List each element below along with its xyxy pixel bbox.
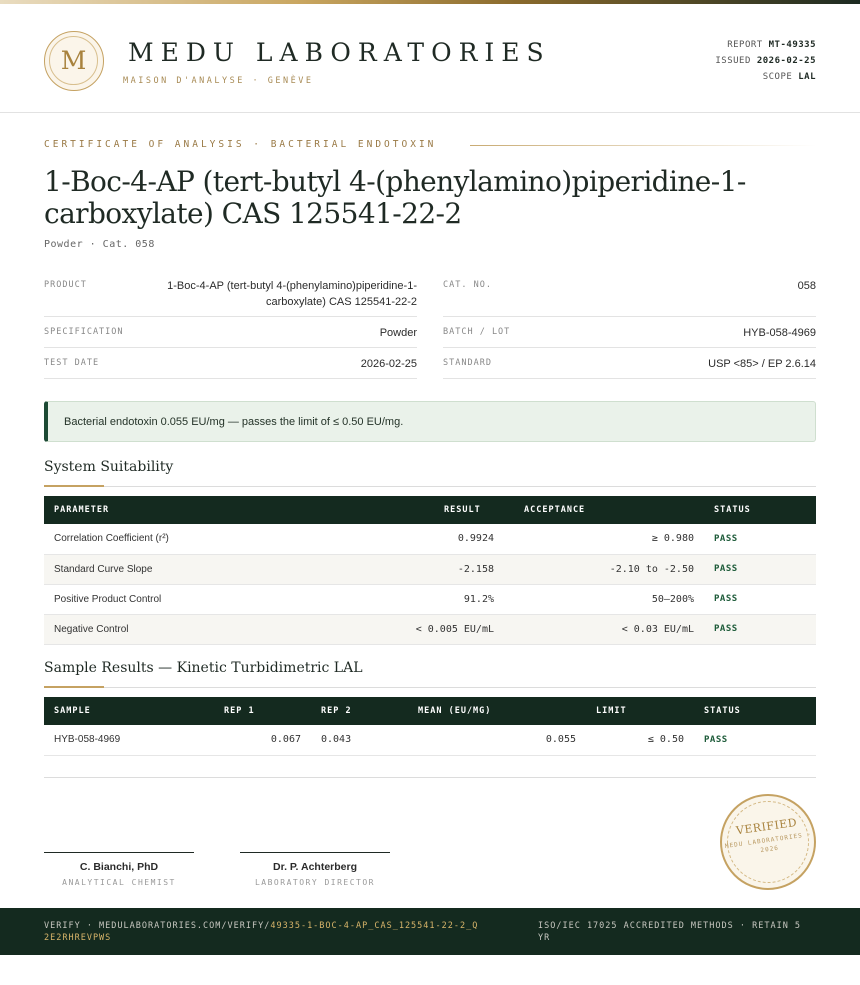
issued-date: 2026-02-25 xyxy=(756,56,816,66)
column-header: MEAN (EU/MG) xyxy=(418,706,492,716)
result-cell: < 0.005 EU/mL xyxy=(254,614,504,644)
result-cell: 0.9924 xyxy=(254,524,504,554)
signature-line xyxy=(44,852,194,853)
info-row-test-date xyxy=(44,348,417,379)
info-row-batch xyxy=(443,317,816,348)
parameter-cell: Positive Product Control xyxy=(44,584,254,614)
mean-cell: 0.055 xyxy=(408,725,586,755)
info-value: 1-Boc-4-AP (tert-butyl 4-(phenylamino)piperidine-1-carboxylate) CAS 125541-22-2 xyxy=(167,280,417,308)
info-value: USP <85> / EP 2.6.14 xyxy=(708,358,816,370)
verify-prefix: VERIFY · MEDULABORATORIES.COM/VERIFY/ xyxy=(44,921,271,931)
info-label: CAT. NO. xyxy=(443,280,492,290)
sample-cell: HYB-058-4969 xyxy=(44,725,214,755)
info-row-product xyxy=(44,270,417,317)
table-row xyxy=(44,614,816,644)
signatory-name: C. Bianchi, PhD xyxy=(79,861,159,873)
info-value: HYB-058-4969 xyxy=(743,327,816,339)
parameter-cell: Standard Curve Slope xyxy=(44,554,254,584)
seal-title: VERIFIED xyxy=(735,815,798,838)
result-cell: 91.2% xyxy=(254,584,504,614)
signature-line xyxy=(240,852,390,853)
acceptance-cell: 50–200% xyxy=(504,584,704,614)
brand-name: MEDU LABORATORIES xyxy=(128,38,551,67)
status-badge: PASS xyxy=(704,584,816,614)
report-label: REPORT xyxy=(727,40,763,50)
info-value: 058 xyxy=(797,280,816,292)
info-value: Powder xyxy=(379,327,417,339)
section-divider xyxy=(44,486,816,487)
table-header-row xyxy=(44,496,816,524)
accreditation-note: ISO/IEC 17025 ACCREDITED METHODS · RETAIN 5 YR xyxy=(538,921,802,943)
info-row-specification xyxy=(44,317,417,348)
brand-tagline: MAISON D'ANALYSE · GENÈVE xyxy=(123,76,314,86)
column-header: STATUS xyxy=(704,706,741,716)
column-header: SAMPLE xyxy=(54,706,91,716)
signature-divider xyxy=(44,777,816,778)
section-accent xyxy=(44,686,104,688)
suitability-section-title: System Suitability xyxy=(44,459,174,475)
status-badge: PASS xyxy=(704,614,816,644)
section-accent xyxy=(44,485,104,487)
column-header: REP 2 xyxy=(321,706,352,716)
samples-table xyxy=(44,697,816,756)
report-header xyxy=(0,4,860,113)
table-row xyxy=(44,584,816,614)
section-divider xyxy=(44,687,816,688)
issued-label: ISSUED xyxy=(715,56,751,66)
table-row xyxy=(44,725,816,755)
parameter-cell: Negative Control xyxy=(44,614,254,644)
signatory-role: ANALYTICAL CHEMIST xyxy=(62,878,176,887)
suitability-table xyxy=(44,496,816,645)
logo-letter: M xyxy=(60,46,87,75)
seal-subtitle: MEDU LABORATORIES · 2026 xyxy=(724,830,813,855)
page-footer xyxy=(0,908,860,955)
report-meta xyxy=(715,37,816,85)
info-grid-left xyxy=(44,270,417,379)
info-row-cat-no xyxy=(443,270,816,317)
result-cell: -2.158 xyxy=(254,554,504,584)
report-number: MT-49335 xyxy=(768,40,816,50)
result-banner xyxy=(44,401,816,442)
lab-logo xyxy=(44,31,104,91)
status-badge: PASS xyxy=(694,725,816,755)
info-label: SPECIFICATION xyxy=(44,327,124,337)
samples-section-title: Sample Results — Kinetic Turbidimetric LAL xyxy=(44,660,363,676)
rep2-cell: 0.043 xyxy=(311,725,408,755)
acceptance-cell: -2.10 to -2.50 xyxy=(504,554,704,584)
status-badge: PASS xyxy=(704,524,816,554)
scope-label: SCOPE xyxy=(762,72,793,82)
signatory-name: Dr. P. Achterberg xyxy=(272,861,358,873)
signature-block-analyst xyxy=(44,852,194,887)
result-banner-text: Bacterial endotoxin 0.055 EU/mg — passes the limit of ≤ 0.50 EU/mg. xyxy=(64,415,404,428)
column-header: LIMIT xyxy=(596,706,627,716)
scope-value: LAL xyxy=(798,72,816,82)
rep1-cell: 0.067 xyxy=(214,725,311,755)
info-label: TEST DATE xyxy=(44,358,100,368)
info-row-standard xyxy=(443,348,816,379)
column-header: RESULT xyxy=(444,505,481,515)
info-value: 2026-02-25 xyxy=(360,358,417,370)
page-subtitle: Powder · Cat. 058 xyxy=(44,239,155,250)
page-title: 1-Boc-4-AP (tert-butyl 4-(phenylamino)piperidine-1-carboxylate) CAS 125541-22-2 xyxy=(44,165,746,230)
column-header: PARAMETER xyxy=(54,505,110,515)
table-row xyxy=(44,554,816,584)
table-row xyxy=(44,524,816,554)
column-header: ACCEPTANCE xyxy=(524,505,586,515)
document-kicker: CERTIFICATE OF ANALYSIS · BACTERIAL ENDOTOXIN xyxy=(44,139,437,150)
verify-link[interactable]: 49335-1-BOC-4-AP_CAS_125541-22-2_Q2E2RHREVPWS xyxy=(44,921,479,943)
signature-block-director xyxy=(240,852,390,887)
info-label: BATCH / LOT xyxy=(443,327,511,337)
limit-cell: ≤ 0.50 xyxy=(586,725,694,755)
status-badge: PASS xyxy=(704,554,816,584)
acceptance-cell: ≥ 0.980 xyxy=(504,524,704,554)
kicker-divider xyxy=(470,145,816,146)
parameter-cell: Correlation Coefficient (r²) xyxy=(44,524,254,554)
acceptance-cell: < 0.03 EU/mL xyxy=(504,614,704,644)
info-grid-right xyxy=(443,270,816,379)
verify-text xyxy=(44,920,484,944)
verified-seal xyxy=(720,794,816,890)
table-header-row xyxy=(44,697,816,725)
info-label: STANDARD xyxy=(443,358,492,368)
info-label: PRODUCT xyxy=(44,280,87,290)
signatory-role: LABORATORY DIRECTOR xyxy=(254,878,375,887)
column-header: REP 1 xyxy=(224,706,255,716)
column-header: STATUS xyxy=(714,505,751,515)
